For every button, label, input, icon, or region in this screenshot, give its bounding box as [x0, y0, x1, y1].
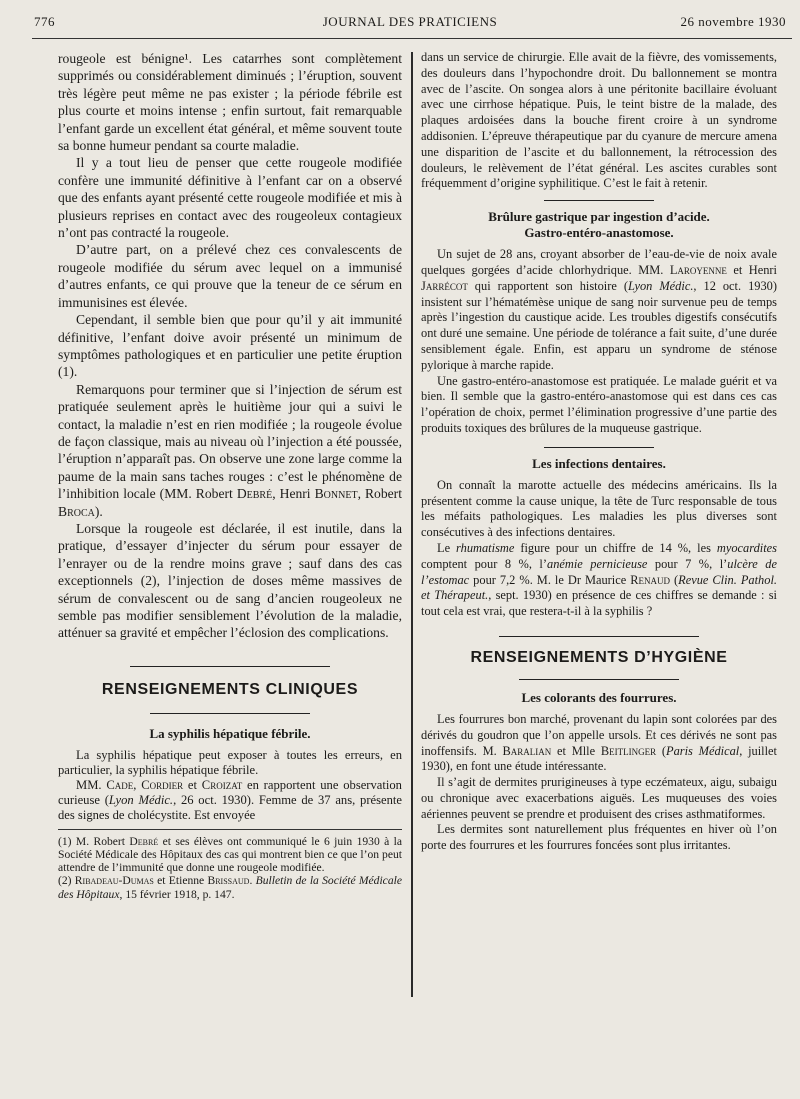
text-run: figure pour un chiffre de 14 %, les	[514, 540, 717, 555]
journal-reference: Lyon Médic.	[627, 278, 694, 293]
emphasis: ulcère de l’estomac	[421, 556, 777, 587]
paragraph: Les dermites sont naturellement plus fréquentes en hiver où l’on porte des fourrures et les fourrures foncées sont plus irritantes.	[421, 822, 777, 853]
author-name: Cade	[106, 777, 134, 792]
section-title: RENSEIGNEMENTS CLINIQUES	[101, 680, 359, 698]
text-run: .	[249, 874, 256, 888]
text-run: pour 7,2 %. M. le Dr Maurice	[469, 572, 631, 587]
paragraph: Lorsque la rougeole est déclarée, il est inutile, dans la pratique, d’essayer d’injecter du sérum pour essayer de l’enrayer ou de la rendre moins grave ; sauf dans des cas exceptionnels (2), l’injection de doses même massives de sérum de convalescent ou de sang d’ancien rougeoleux ne semble pas modifier sensiblement l’évolution de la maladie, atténuer sa gravité et empêcher l’éclosion des complications.	[58, 520, 402, 641]
paragraph: Une gastro-entéro-anastomose est pratiquée. Le malade guérit et va bien. Il semble que la gastro-entéro-anastomose qui est dans ces cas l’opération de choix, permet l’élimination progressive d’une partie des produits toxiques des brûlures de la muqueuse gastrique.	[421, 373, 777, 435]
footnote	[58, 835, 402, 875]
text-run: pour 7 %, l’	[647, 556, 728, 571]
running-head	[34, 14, 786, 36]
journal-reference: Paris Médical	[666, 743, 740, 758]
paragraph: Cependant, il semble bien que pour qu’il y ait immunité définitive, l’enfant doive avoir présenté un minimum de symptômes pathologiques et en particulier une petite éruption (1).	[58, 312, 402, 380]
section-title: RENSEIGNEMENTS D’HYGIÈNE	[470, 648, 728, 666]
emphasis: anémie pernicieuse	[547, 556, 648, 571]
text-run: (	[656, 743, 667, 758]
text-run: Le	[437, 540, 457, 555]
article-title: La syphilis hépatique fébrile.	[149, 725, 311, 741]
author-name: Cordier	[141, 777, 184, 792]
author-name: Renaud	[630, 572, 670, 587]
paragraph: La syphilis hépatique peut exposer à toutes les erreurs, en particulier, la syphilis hépatique fébrile.	[58, 747, 402, 777]
author-name: Laroyenne	[669, 262, 727, 277]
column-rule	[411, 52, 413, 997]
text-run: en rapportent une observation curieuse (	[58, 777, 402, 807]
article-title: Les colorants des fourrures.	[521, 689, 677, 705]
right-column	[421, 50, 777, 854]
left-column	[58, 50, 402, 901]
text-run: et	[183, 777, 202, 792]
text-run: (	[670, 572, 679, 587]
header-rule	[32, 38, 792, 39]
paragraph: dans un service de chirurgie. Elle avait de la fièvre, des vomissements, des douleurs dans l’hypochondre droit. Du ballonnement se montra avec de l’ascite. On songea alors à une péritonite bacillaire évoluant avec une cirrhose hépatique. Puis, le teint bistre de la malade, des plaques ardoisées dans la bouche firent croire à un syndrome addisonien. L’épreuve thérapeutique par du cyanure de mercure amena une disparition de l’ascite et du ballonnement, la rétrocession des douleurs, le relèvement de l’état général. Les ascites curables sont fréquemment d’origine syphilitique. C’est le fait à retenir.	[421, 50, 777, 191]
author-name: (2) Ribadeau-Dumas	[58, 874, 154, 888]
paragraph: D’autre part, on a prélevé chez ces convalescents de rougeole modifiée du sérum avec lequel on a immunisé d’autres enfants, ce qui prouve que la teneur de ce sérum en immunisines est élevée.	[58, 242, 402, 310]
article-title-line: Gastro-entéro-anastomose.	[524, 225, 674, 241]
page-number: 776	[34, 14, 55, 29]
text-run: (1) M. Robert	[58, 834, 130, 848]
text-run: , Robert	[357, 486, 402, 502]
paragraph	[58, 778, 402, 823]
article-title-line: Brûlure gastrique par ingestion d’acide.	[488, 209, 710, 225]
emphasis: myocardites	[716, 540, 777, 555]
author-name: Debré	[129, 834, 159, 848]
text-run: ,	[133, 777, 142, 792]
text-run: MM.	[76, 777, 107, 792]
article-title	[421, 209, 777, 241]
text-run: qui rapportent son histoire (	[467, 278, 628, 293]
paragraph	[421, 541, 777, 620]
paragraph: On connaît la marotte actuelle des médecins américains. Ils la présentent comme la cause unique, la tête de Turc responsable de tous les méfaits pathologiques. Les maladies les plus diverses sont consécutives à des infections dentaires.	[421, 477, 777, 540]
text-run: ).	[94, 503, 103, 519]
text-run: , Henri	[272, 486, 315, 502]
text-run: comptent pour 8 %, l’	[421, 556, 547, 571]
paragraph: rougeole est bénigne¹. Les catarrhes sont complètement supprimés ou considérablement diminués ; l’éruption, souvent très légère peut même ne pas exister ; la période fébrile est plus courte et moins intense ; enfin surtout, fait remarquable l’enfant garde un excellent état général, et même souvent toute sa bonne humeur pendant sa courte maladie.	[58, 51, 402, 154]
text-run: , juillet 1930), en font une étude intéressante.	[421, 743, 777, 774]
text-run: , 12 oct. 1930) insistent sur l’hématémèse unique de sang noir survenue peu de temps après l’ingestion du caustique acide. Les troubles digestifs consécutifs ont duré une semaine. Une période de tolérance a fait suite, d’une durée sensiblement égale. Enfin, est apparu un syndrome de sténose pylorique à marche rapide.	[421, 278, 777, 372]
text-run: , 15 février 1918, p. 147.	[119, 887, 235, 901]
paragraph	[421, 712, 777, 775]
text-run: et Henri	[726, 262, 777, 277]
journal-title: JOURNAL DES PRATICIENS	[322, 14, 498, 29]
paragraph	[421, 247, 777, 373]
issue-date: 26 novembre 1930	[680, 14, 786, 29]
journal-reference: Bulletin de la Société Médicale des Hôpitaux	[58, 874, 402, 901]
author-name: Beitlinger	[600, 743, 657, 758]
author-name: Debré	[236, 486, 273, 502]
author-name: Croizat	[201, 777, 243, 792]
paragraph: Il s’agit de dermites prurigineuses à type eczémateux, aigu, subaigu ou chronique avec exacerbations aiguës. Les muqueuses des voies aériennes peuvent se prendre et produisent des crises asthmatiformes.	[421, 775, 777, 821]
text-run: , 26 oct. 1930). Femme de 37 ans, présente des signes de cholécystite. Est envoyée	[58, 792, 402, 822]
journal-reference: Lyon Médic.	[108, 792, 174, 807]
author-name: Jarrécot	[421, 278, 468, 293]
author-name: Brissaud	[207, 874, 250, 888]
text-run: et Mlle	[551, 743, 601, 758]
text-run: Les fourrures bon marché, provenant du lapin sont colorées par des dérivés du goudron que l’on appelle ursols. Et ces dérivés ne sont pas inoffensifs. M.	[421, 711, 777, 758]
paragraph: Il y a tout lieu de penser que cette rougeole modifiée confère une immunité définitive à l’enfant car on a observé que des enfants ayant présenté cette rougeole modifiée et mis à plusieurs reprises en contact avec des rougeoleux contagieux n’ont pas contracté la rougeole.	[58, 155, 402, 241]
text-run: , sept. 1930) en présence de ces chiffres se demande : si tout cela est vrai, que restera-t-il à la syphilis ?	[421, 588, 777, 619]
text-run: Un sujet de 28 ans, croyant absorber de l’eau-de-vie de noix avale quelques gorgées d’acide chlorhydrique. MM.	[421, 247, 777, 277]
text-run: et Etienne	[153, 874, 208, 888]
text-run: et ses élèves ont communiqué le 6 juin 1930 à la Société Médicale des Hôpitaux des cas qui montrent bien ce que l’on peut attendre de l’immunité que donne une rougeole modifiée.	[58, 834, 402, 875]
author-name: Bonnet	[314, 486, 358, 502]
journal-reference: Revue Clin. Pathol. et Thérapeut.	[421, 572, 777, 603]
paragraph	[58, 381, 402, 520]
footnote	[58, 874, 402, 900]
emphasis: rhumatisme	[456, 540, 515, 555]
text-run: Remarquons pour terminer que si l’injection de sérum est pratiquée seulement après le huitième jour qui a suivi le contact, la maladie n’est en rien modifiée ; la rougeole évolue de façon classique, mais au niveau où l’injection a été poussée, l’éruption n’apparaît pas. On observe une zone large comme la paume de la main sans taches rouges : c’est le phénomène de l’inhibition locale (MM. Robert	[58, 381, 402, 502]
author-name: Broca	[58, 503, 95, 519]
author-name: Baralian	[502, 743, 552, 758]
article-title: Les infections dentaires.	[532, 455, 666, 471]
